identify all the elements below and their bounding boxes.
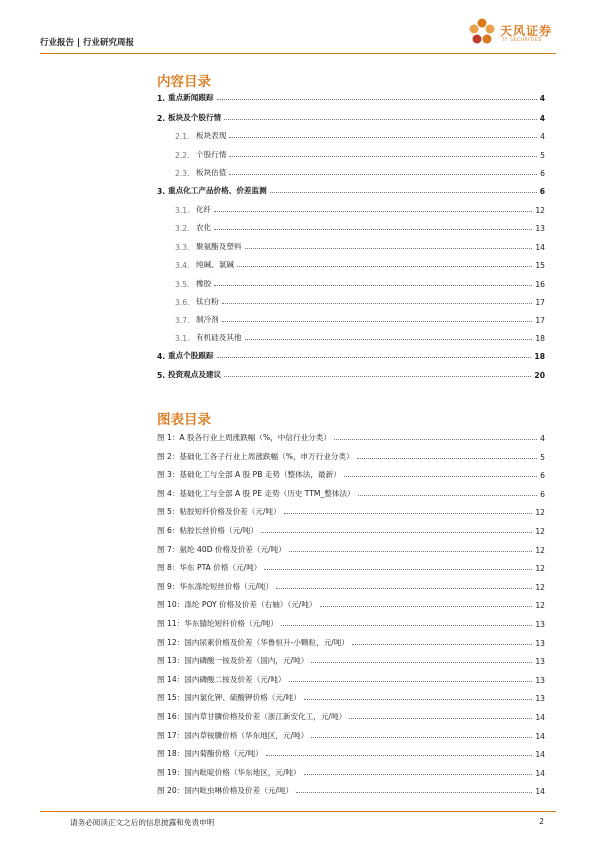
figure-leader-dots [304,774,533,775]
toc-entry[interactable] [175,203,545,215]
toc-leader-dots [222,303,533,304]
toc-entry-number: 3.1. [175,334,190,343]
toc-entry-number: 3.2. [175,224,190,233]
toc-entry-page: 6 [539,187,545,196]
toc-leader-dots [245,339,533,340]
figure-entry-page: 13 [535,657,545,667]
toc-entry[interactable] [175,313,545,325]
footer-divider [40,811,556,812]
toc-leader-dots [214,211,532,212]
toc-entry-title: 纯碱、氯碱 [196,260,234,269]
toc-entry[interactable] [157,368,545,380]
figure-entry[interactable] [157,505,545,517]
figure-leader-dots [334,439,537,440]
toc-entry-number: 3.6. [175,298,190,307]
figure-entry-page: 14 [535,713,545,722]
header-divider [40,53,556,54]
figure-entry[interactable] [157,431,545,443]
figure-entry-page: 5 [540,452,545,462]
figure-entry[interactable] [157,543,545,555]
figure-leader-dots [289,681,533,682]
toc-entry-title: 个股行情 [196,150,227,159]
toc-entry-title: 板块及个股行情 [168,113,222,122]
toc-entry[interactable] [175,277,545,289]
figure-entry-title: 图 1：A 股各行业上周涨跌幅（%，中信行业分类） [157,433,331,442]
figure-entry-title: 图 10：涤纶 POY 价格及价差（右轴）（元/吨） [157,600,317,610]
toc-entry-number: 3. [157,187,166,196]
figure-entry-title: 图 16：国内草甘膦价格及价差（浙江新安化工，元/吨） [157,712,347,721]
toc-title: 内容目录 [157,74,211,90]
toc-entry-number: 3.1. [175,206,190,215]
figure-entry[interactable] [157,673,545,685]
figure-entry-title: 图 4：基础化工与全部 A 股 PE 走势（历史 TTM_整体法） [157,488,355,498]
figure-entry-page: 6 [540,471,545,481]
toc-entry[interactable] [157,349,545,361]
figure-entry-page: 14 [535,787,545,797]
toc-entry[interactable] [157,91,545,103]
figure-entry-title: 图 9：华东涤纶短丝价格（元/吨） [157,581,274,591]
figure-entry[interactable] [157,729,545,741]
toc-entry-page: 18 [535,334,545,343]
toc-entry-number: 2. [157,114,166,123]
toc-entry-number: 3.4. [175,261,190,270]
figure-entry[interactable] [157,487,545,499]
toc-entry-number: 3.7. [175,316,190,325]
toc-leader-dots [222,321,533,322]
figure-entry-page: 14 [535,768,545,778]
figure-entry[interactable] [157,654,545,666]
figure-entry[interactable] [157,598,545,610]
figure-leader-dots [349,718,532,719]
figure-entry-page: 12 [535,545,545,555]
toc-leader-dots [237,266,532,267]
figure-entry-title: 图 8：华东 PTA 价格（元/吨） [157,563,262,573]
figure-entry-page: 4 [540,434,545,443]
toc-entry[interactable] [175,295,545,307]
toc-entry-page: 17 [535,316,545,325]
figure-entry-page: 12 [535,527,545,536]
toc-entry-page: 16 [535,280,545,289]
toc-leader-dots [229,156,537,157]
figure-entry-page: 14 [535,731,545,741]
figure-entry-page: 12 [535,508,545,518]
toc-entry-page: 17 [535,298,545,307]
toc-entry[interactable] [175,331,545,343]
figure-entry[interactable] [157,450,545,462]
logo-name-cn: 天风证券 [500,24,553,38]
toc-entry-page: 4 [539,94,545,103]
toc-entry-title: 重点个股跟踪 [168,351,214,360]
toc-entry-title: 重点新闻跟踪 [168,93,214,102]
toc-entry-title: 化纤 [196,205,212,214]
toc-entry-page: 5 [540,151,545,160]
figure-leader-dots [352,644,532,645]
toc-leader-dots [270,192,537,193]
figure-entry[interactable] [157,784,545,796]
flower-logo-icon [466,16,498,48]
figure-leader-dots [276,588,532,589]
figure-entry[interactable] [157,766,545,778]
figure-entry-page: 12 [535,582,545,592]
figure-entry-page: 6 [540,489,545,499]
figure-leader-dots [289,551,532,552]
figure-entry-title: 图 20：国内吡虫啉价格及价差（元/吨） [157,786,294,796]
figure-leader-dots [311,662,532,663]
figure-entry-page: 12 [535,601,545,611]
toc-entry-number: 5. [157,371,166,380]
figure-leader-dots [311,737,532,738]
figure-entry[interactable] [157,747,545,759]
toc-entry-number: 4. [157,352,166,361]
figure-entry[interactable] [157,580,545,592]
figure-entry[interactable] [157,691,545,703]
figure-entry-title: 图 11：华东腈纶短纤价格（元/吨） [157,619,278,628]
toc-entry[interactable] [175,221,545,233]
toc-entry-page: 4 [540,132,545,141]
toc-leader-dots [229,137,537,138]
figure-entry-title: 图 19：国内吡啶价格（华东地区，元/吨） [157,767,301,777]
toc-entry-page: 20 [534,371,545,380]
footer-page-number: 2 [539,817,544,826]
figure-leader-dots [344,476,537,477]
figure-leader-dots [284,513,533,514]
logo-name-en: TF SECURITIES [502,38,542,43]
figure-entry-page: 14 [535,750,545,760]
figure-leader-dots [304,699,533,700]
toc-entry-number: 3.3. [175,243,190,252]
toc-leader-dots [214,229,532,230]
toc-entry-page: 14 [535,243,545,252]
figure-leader-dots [266,755,533,756]
figure-entry-title: 图 18：国内菊酯价格（元/吨） [157,749,263,759]
figure-entry-title: 图 3：基础化工与全部 A 股 PB 走势（整体法，最新） [157,470,341,480]
toc-entry[interactable] [157,184,545,196]
figure-entry-page: 13 [535,638,545,648]
toc-entry-page: 6 [540,169,545,178]
figure-entry-page: 13 [535,620,545,629]
figure-entry-title: 图 17：国内草铵膦价格（华东地区，元/吨） [157,730,309,740]
toc-entry-title: 钛白粉 [196,297,219,306]
toc-leader-dots [214,285,532,286]
figure-entry-page: 13 [535,675,545,685]
toc-entry-title: 投资观点及建议 [168,370,222,379]
toc-leader-dots [245,248,533,249]
toc-entry-page: 13 [535,224,545,233]
figure-leader-dots [281,625,532,626]
toc-leader-dots [229,174,537,175]
company-logo [466,16,556,50]
figure-entry-title: 图 2：基础化工各子行业上周涨跌幅（%，申万行业分类） [157,451,354,461]
toc-leader-dots [217,357,532,358]
toc-entry-number: 2.1. [175,132,190,141]
toc-leader-dots [217,99,537,100]
figure-entry-page: 12 [535,564,545,574]
toc-entry-page: 4 [539,114,545,123]
toc-entry[interactable] [157,111,545,123]
toc-entry-title: 有机硅及其他 [196,333,242,342]
toc-entry-title: 聚氨酯及塑料 [196,242,242,251]
toc-entry-title: 农化 [196,223,212,232]
toc-entry[interactable] [175,148,545,160]
figure-entry-title: 图 12：国内尿素价格及价差（华鲁恒升-小颗粒，元/吨） [157,637,350,647]
report-breadcrumb: 行业报告 | 行业研究周报 [40,38,135,48]
toc-entry-title: 橡胶 [196,279,212,288]
figure-entry[interactable] [157,636,545,648]
toc-entry-title: 重点化工产品价格、价差监测 [168,186,267,195]
figure-entry[interactable] [157,617,545,629]
figure-entry-title: 图 13：国内磷酸一铵及价差（国内，元/吨） [157,656,309,666]
figure-list-title: 图表目录 [157,412,211,428]
toc-entry-number: 3.5. [175,280,190,289]
figure-leader-dots [264,569,532,570]
figure-entry[interactable] [157,524,545,536]
figure-leader-dots [296,792,532,793]
figure-entry-title: 图 6：粘胶长丝价格（元/吨） [157,526,258,535]
figure-entry[interactable] [157,561,545,573]
toc-entry[interactable] [175,258,545,270]
figure-entry-title: 图 14：国内磷酸二铵及价差（元/吨） [157,674,286,684]
toc-entry-page: 12 [535,206,545,215]
figure-entry-page: 13 [535,694,545,704]
footer-disclaimer: 请务必阅读正文之后的信息披露和免责申明 [70,818,215,827]
toc-entry-page: 18 [534,352,545,361]
toc-entry-number: 2.3. [175,169,190,178]
figure-entry[interactable] [157,710,545,722]
toc-entry-title: 制冷剂 [196,315,219,324]
figure-leader-dots [261,532,532,533]
toc-leader-dots [224,119,537,120]
figure-entry[interactable] [157,468,545,480]
toc-entry-number: 2.2. [175,151,190,160]
figure-entry-title: 图 5：粘胶短纤价格及价差（元/吨） [157,507,281,517]
toc-entry[interactable] [175,129,545,141]
toc-leader-dots [224,376,531,377]
figure-entry-title: 图 7：氨纶 40D 价格及价差（元/吨） [157,544,286,554]
toc-entry-page: 15 [535,261,545,270]
toc-entry[interactable] [175,240,545,252]
figure-leader-dots [320,606,533,607]
figure-leader-dots [358,495,537,496]
toc-entry[interactable] [175,166,545,178]
toc-entry-number: 1. [157,94,166,103]
toc-entry-title: 板块表现 [196,131,227,140]
toc-entry-title: 板块估值 [196,168,227,177]
figure-entry-title: 图 15：国内氯化钾、硫酸钾价格（元/吨） [157,693,301,703]
figure-leader-dots [357,458,537,459]
